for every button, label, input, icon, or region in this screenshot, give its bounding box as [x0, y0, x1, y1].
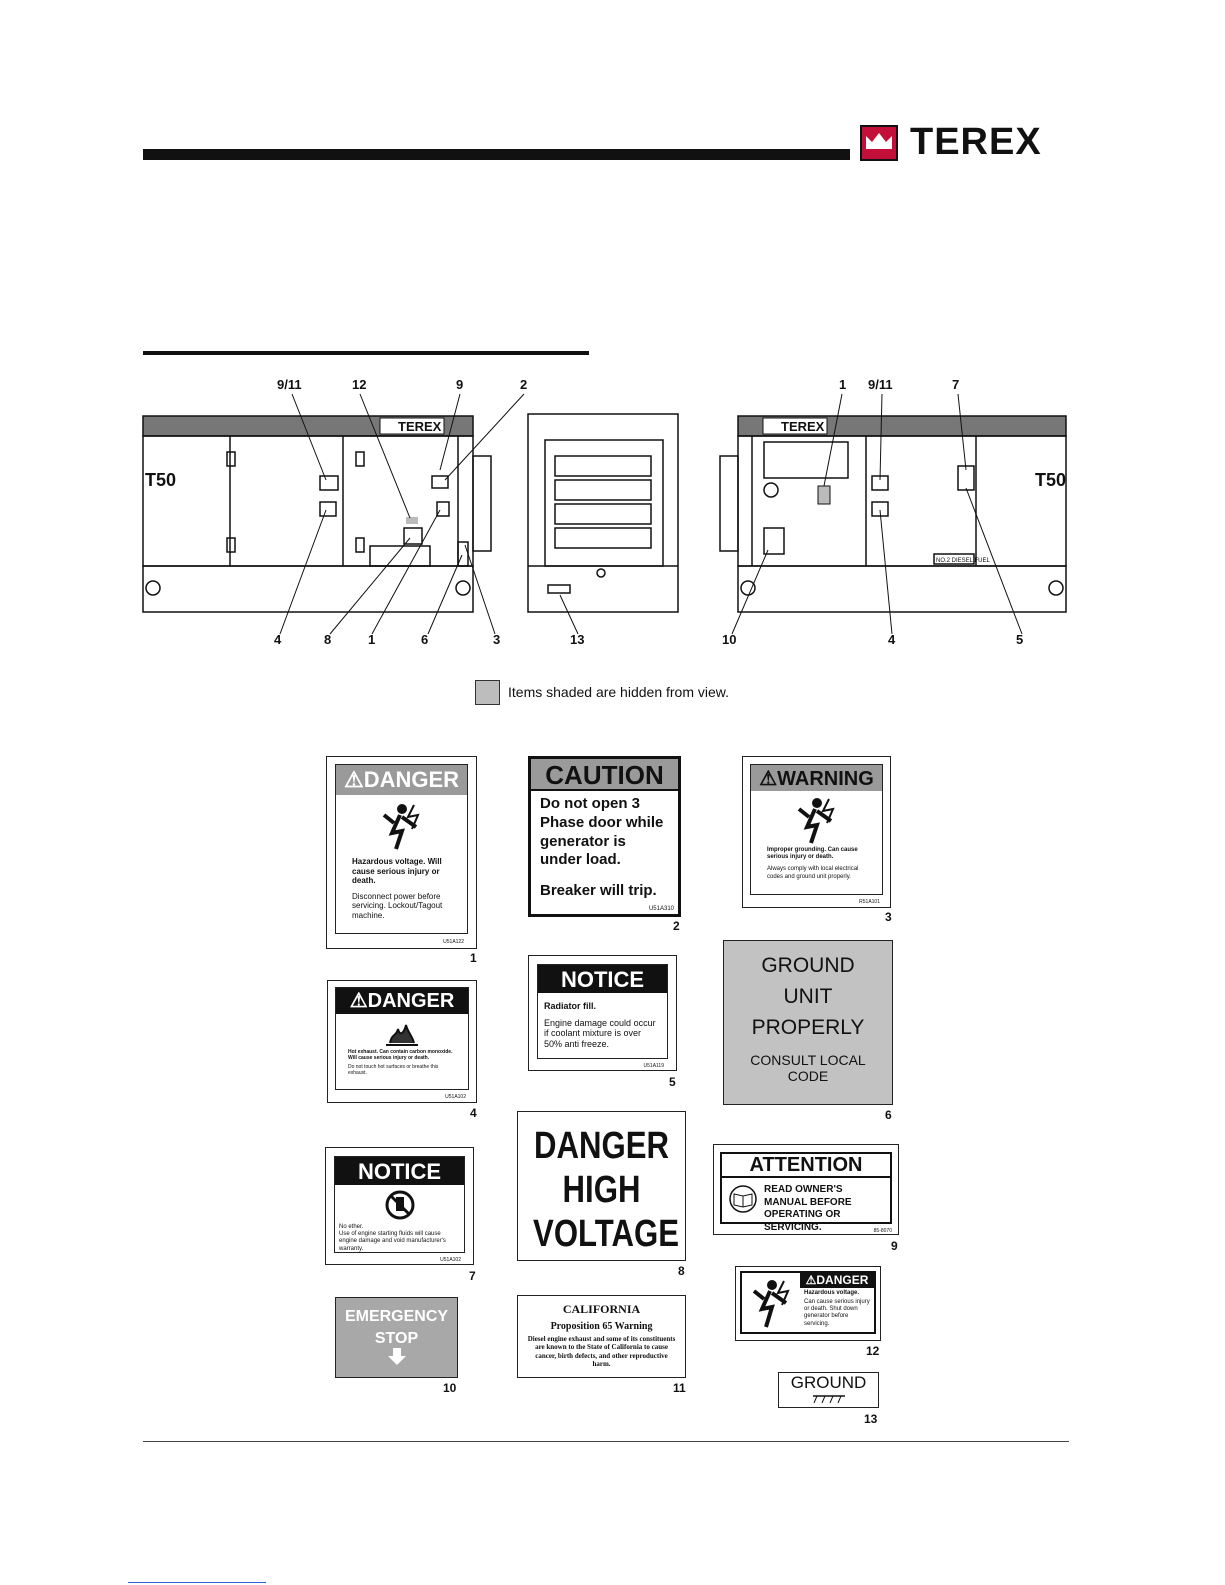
callout-left-top-4: 2: [520, 377, 528, 392]
decal-5-notice: [528, 955, 677, 1071]
decal-10-emergency-stop: [335, 1297, 458, 1378]
callout-mid-bottom: 13: [570, 632, 585, 647]
no-ether-icon: [384, 1189, 416, 1221]
callout-right-top-3: 7: [952, 377, 960, 392]
decal-13-number: 13: [864, 1412, 878, 1426]
decal-8-high-voltage: [517, 1111, 686, 1261]
decal-3-warning: [742, 756, 891, 908]
decal-3-line2: Always comply with local electrical codes and ground unit properly.: [767, 866, 859, 880]
down-arrow-icon: [387, 1348, 407, 1366]
enclosure-brand-left: TEREX: [398, 419, 442, 434]
hot-surface-icon: [382, 1017, 422, 1047]
decal-5-number: 5: [669, 1075, 676, 1089]
electrocution-icon: [746, 1277, 798, 1333]
decal-8-number: 8: [678, 1264, 685, 1278]
decal-1-number: 1: [470, 951, 477, 965]
decal-4-danger: [327, 980, 477, 1103]
decal-5-code: U51A119: [643, 1063, 664, 1069]
terex-logo: [860, 121, 1070, 163]
callout-right-bottom-1: 10: [722, 632, 737, 647]
decal-8-l1: DANGER: [533, 1125, 670, 1167]
decal-11-l1: CALIFORNIA: [562, 1302, 641, 1316]
logo-text: TEREX: [910, 121, 1042, 163]
decal-11-l2: Proposition 65 Warning: [550, 1321, 653, 1332]
decal-12-line1: Hazardous voltage.: [804, 1290, 860, 1296]
decal-5-line1: Radiator fill.: [544, 1001, 597, 1011]
decal-6-ground-unit: [723, 940, 893, 1105]
decal-10-l1: EMERGENCY: [344, 1308, 449, 1325]
decal-11-number: 11: [673, 1381, 686, 1395]
decal-4-number: 4: [470, 1106, 477, 1120]
decal-2-header: CAUTION: [531, 759, 678, 791]
decal-6-number: 6: [885, 1108, 892, 1122]
decal-3-line1: Improper grounding. Can cause serious injury or death.: [767, 847, 858, 861]
decal-10-l2: STOP: [374, 1330, 419, 1347]
decal-12-line2: Can cause serious injury or death. Shut down generator before servicing.: [804, 1299, 870, 1327]
decal-2-code: U51A310: [648, 906, 674, 912]
decal-13-ground: [778, 1372, 879, 1408]
decal-12-danger: [735, 1266, 881, 1341]
model-label-right: T50: [1035, 470, 1067, 490]
decal-8-l3: VOLTAGE: [533, 1213, 680, 1255]
callout-right-top-1: 1: [839, 377, 847, 392]
decal-7-number: 7: [469, 1269, 476, 1283]
decal-7-header: NOTICE: [335, 1157, 464, 1185]
legend-text: Items shaded are hidden from view.: [508, 684, 730, 700]
decal-6-l1: GROUND: [761, 954, 855, 977]
warning-triangle-icon: ⚠: [343, 767, 364, 792]
decal-1-line2: Disconnect power before servicing. Lockout/Tagout machine.: [352, 891, 443, 920]
decal-2-caution: [528, 756, 681, 917]
section-rule: [143, 351, 589, 355]
decal-1-code: U51A122: [443, 939, 464, 945]
decal-9-body: READ OWNER'S MANUAL BEFORE OPERATING OR SERVICING.: [764, 1184, 852, 1233]
decal-4-line1: Hot exhaust. Can contain carbon monoxide. Will cause serious injury or death.: [348, 1049, 453, 1061]
callout-left-top-1: 9/11: [277, 377, 302, 392]
decal-4-header: ⚠DANGER: [336, 988, 468, 1014]
decal-11-l3: Diesel engine exhaust and some of its constituents are known to the State of California to cause cancer, birth defects, and other reproductive harm.: [527, 1335, 676, 1369]
decal-3-number: 3: [885, 910, 892, 924]
decal-10-number: 10: [443, 1381, 457, 1395]
decal-1-header: ⚠DANGER: [336, 765, 467, 795]
decal-4-code: U51A102: [445, 1094, 466, 1100]
manual-book-icon: [728, 1184, 758, 1214]
callout-left-top-3: 9: [456, 377, 464, 392]
header-rule: [143, 149, 850, 160]
decal-2-body: Do not open 3 Phase door while generator is under load.: [540, 795, 664, 869]
callout-left-bottom-3: 1: [368, 632, 376, 647]
ground-symbol-icon: [809, 1393, 849, 1405]
legend-swatch: [475, 680, 500, 705]
callout-left-bottom-4: 6: [421, 632, 429, 647]
decal-13-text: GROUND: [790, 1373, 867, 1392]
electrocution-icon: [789, 795, 845, 845]
callout-right-top-2: 9/11: [868, 377, 893, 392]
decal-6-l2: UNIT: [783, 985, 833, 1008]
decal-11-prop65: [517, 1295, 686, 1378]
alert-icon: ⚠: [805, 1273, 817, 1287]
decal-9-code: 85-8070: [873, 1228, 892, 1234]
decal-7-line1: No ether.: [339, 1224, 364, 1230]
callout-left-bottom-5: 3: [493, 632, 501, 647]
callout-right-bottom-2: 4: [888, 632, 896, 647]
decal-2-footer: Breaker will trip.: [540, 882, 657, 899]
enclosure-brand-right: TEREX: [781, 419, 825, 434]
fuel-label: NO.2 DIESEL FUEL: [936, 558, 990, 564]
electrocution-icon: [372, 801, 432, 853]
warning-triangle-icon: ⚠: [349, 990, 368, 1012]
decal-6-l5: CODE: [787, 1068, 829, 1084]
decal-1-danger: [326, 756, 477, 949]
decal-12-header: ⚠DANGER: [800, 1273, 874, 1288]
decal-7-notice: [325, 1147, 474, 1265]
decal-8-l2: HIGH: [562, 1169, 641, 1211]
model-label-left: T50: [145, 470, 177, 490]
decal-12-number: 12: [866, 1344, 880, 1358]
callout-right-bottom-3: 5: [1016, 632, 1024, 647]
decal-1-line1: Hazardous voltage. Will cause serious injury or death.: [352, 857, 442, 886]
decal-3-code: R51A101: [859, 899, 880, 905]
decal-5-line2: Engine damage could occur if coolant mixture is over 50% anti freeze.: [544, 1018, 656, 1049]
generator-views-drawing: [0, 370, 1225, 660]
footer-rule: [143, 1441, 1069, 1442]
decal-7-line2: Use of engine starting fluids will cause engine damage and void manufacturer's warranty.: [339, 1231, 446, 1252]
decal-9-number: 9: [891, 1239, 898, 1253]
decal-2-number: 2: [673, 919, 680, 933]
warning-triangle-icon: ⚠: [759, 768, 778, 790]
decal-4-line2: Do not touch hot surfaces or breathe this exhaust.: [348, 1064, 439, 1076]
crown-icon: [860, 125, 898, 161]
decal-3-header: ⚠WARNING: [751, 765, 882, 791]
footer-link-underline: [128, 1582, 266, 1583]
decal-6-l3: PROPERLY: [751, 1016, 865, 1039]
decal-9-attention: [713, 1144, 899, 1235]
callout-left-bottom-1: 4: [274, 632, 282, 647]
decal-6-l4: CONSULT LOCAL: [750, 1052, 866, 1068]
decal-7-code: U51A102: [440, 1257, 461, 1263]
decal-9-header: ATTENTION: [722, 1154, 890, 1178]
decal-5-header: NOTICE: [538, 965, 667, 993]
callout-left-top-2: 12: [352, 377, 367, 392]
callout-left-bottom-2: 8: [324, 632, 332, 647]
